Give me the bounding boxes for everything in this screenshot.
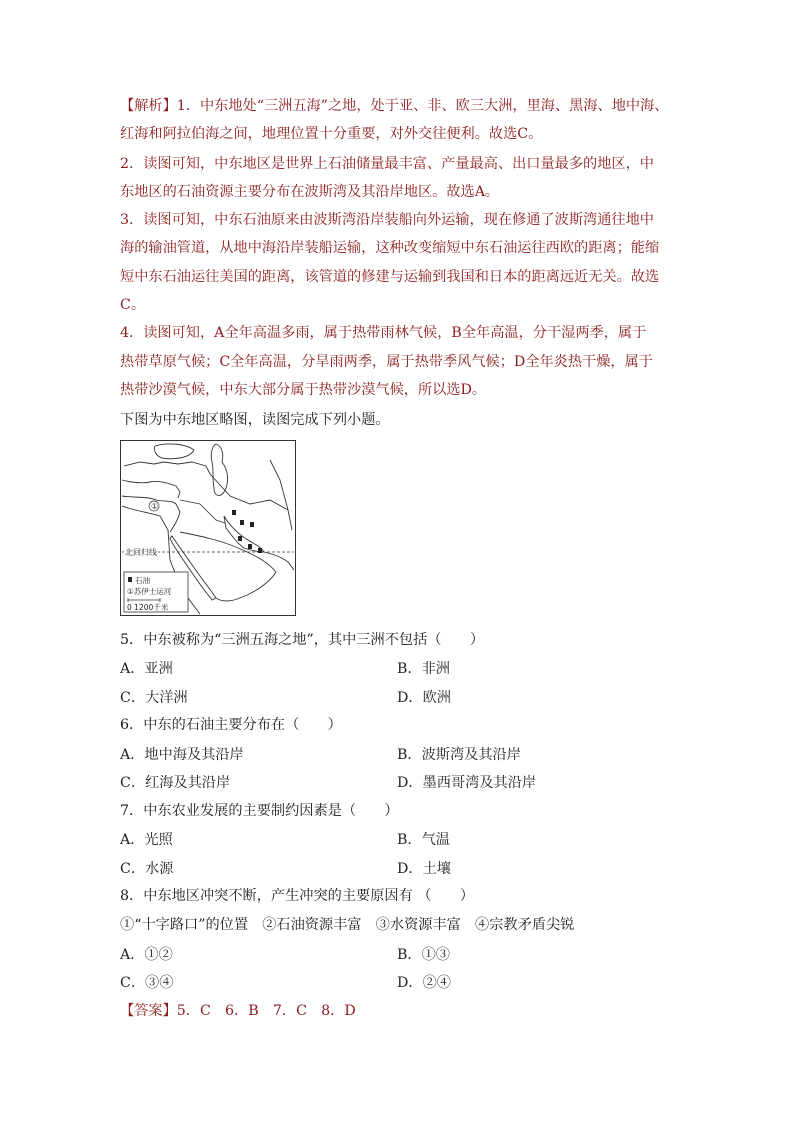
tropic-label: 北回归线 bbox=[125, 548, 157, 557]
q5-option-c: C．大洋洲 bbox=[120, 690, 188, 706]
answer-line bbox=[120, 1001, 356, 1021]
q5-option-d: D．欧洲 bbox=[397, 690, 451, 706]
q7-option-b: B．气温 bbox=[397, 832, 450, 848]
q6-option-a: A．地中海及其沿岸 bbox=[120, 747, 244, 763]
analysis-line-2: 红海和阿拉伯海之间，地理位置十分重要，对外交往便利。故选C。 bbox=[120, 126, 543, 142]
q5-option-b: B．非洲 bbox=[397, 661, 450, 677]
q6-option-c: C．红海及其沿岸 bbox=[120, 775, 231, 791]
legend-scale: 0 1200千米 bbox=[127, 603, 169, 612]
analysis-line-8: C。 bbox=[120, 297, 146, 313]
question-7-stem: 7．中东农业发展的主要制约因素是（ ） bbox=[120, 803, 399, 819]
legend-canal: ①苏伊士运河 bbox=[127, 587, 172, 596]
q8-option-c: C．③④ bbox=[120, 975, 174, 991]
analysis-text: 1．中东地处“三洲五海”之地，处于亚、非、欧三大洲，里海、黑海、地中海、 bbox=[176, 98, 669, 114]
answer-tag: 【答案】 bbox=[120, 1003, 177, 1019]
question-8-stem: 8．中东地区冲突不断，产生冲突的主要原因有 （ ） bbox=[120, 888, 475, 904]
q5-option-a: A．亚洲 bbox=[120, 661, 173, 677]
analysis-tag: 【解析】 bbox=[120, 98, 177, 114]
q7-option-a: A．光照 bbox=[120, 832, 173, 848]
analysis-line-1 bbox=[120, 96, 669, 116]
analysis-line-10: 热带草原气候；C全年高温，分旱雨两季，属于热带季风气候；D全年炎热干燥，属于 bbox=[120, 354, 653, 370]
q6-option-b: B．波斯湾及其沿岸 bbox=[397, 747, 521, 763]
question-8-statements: ①“十字路口”的位置 ②石油资源丰富 ③水资源丰富 ④宗教矛盾尖锐 bbox=[120, 917, 575, 933]
analysis-line-4: 东地区的石油资源主要分布在波斯湾及其沿岸地区。故选A。 bbox=[120, 184, 500, 200]
map-intro: 下图为中东地区略图，读图完成下列小题。 bbox=[120, 412, 390, 428]
question-5-stem: 5．中东被称为“三洲五海之地”，其中三洲不包括（ ） bbox=[120, 632, 485, 648]
q8-option-d: D．②④ bbox=[397, 975, 451, 991]
question-6-stem: 6．中东的石油主要分布在（ ） bbox=[120, 717, 342, 733]
q7-option-c: C．水源 bbox=[120, 861, 174, 877]
answer-text: 5．C 6．B 7．C 8．D bbox=[176, 1003, 356, 1019]
analysis-line-3: 2．读图可知，中东地区是世界上石油储量最丰富、产量最高、出口量最多的地区，中 bbox=[120, 156, 654, 172]
analysis-line-7: 短中东石油运往美国的距离，该管道的修建与运输到我国和日本的距离远近无关。故选 bbox=[120, 269, 660, 285]
q7-option-d: D．土壤 bbox=[397, 861, 451, 877]
analysis-line-5: 3．读图可知，中东石油原来由波斯湾沿岸装船向外运输，现在修通了波斯湾通往地中 bbox=[120, 212, 654, 228]
map-svg bbox=[120, 440, 296, 616]
q8-option-b: B．①③ bbox=[397, 947, 450, 963]
analysis-line-11: 热带沙漠气候，中东大部分属于热带沙漠气候，所以选D。 bbox=[120, 382, 487, 398]
legend-oil: 石油 bbox=[135, 576, 150, 585]
q8-option-a: A．①② bbox=[120, 947, 173, 963]
q6-option-d: D．墨西哥湾及其沿岸 bbox=[397, 775, 537, 791]
analysis-line-9: 4．读图可知，A全年高温多雨，属于热带雨林气候，B全年高温，分干湿两季，属于 bbox=[120, 325, 647, 341]
analysis-line-6: 海的输油管道，从地中海沿岸装船运输，这种改变缩短中东石油运往西欧的距离；能缩 bbox=[120, 240, 660, 256]
middle-east-map bbox=[120, 440, 296, 616]
canal-marker: ① bbox=[151, 502, 159, 511]
